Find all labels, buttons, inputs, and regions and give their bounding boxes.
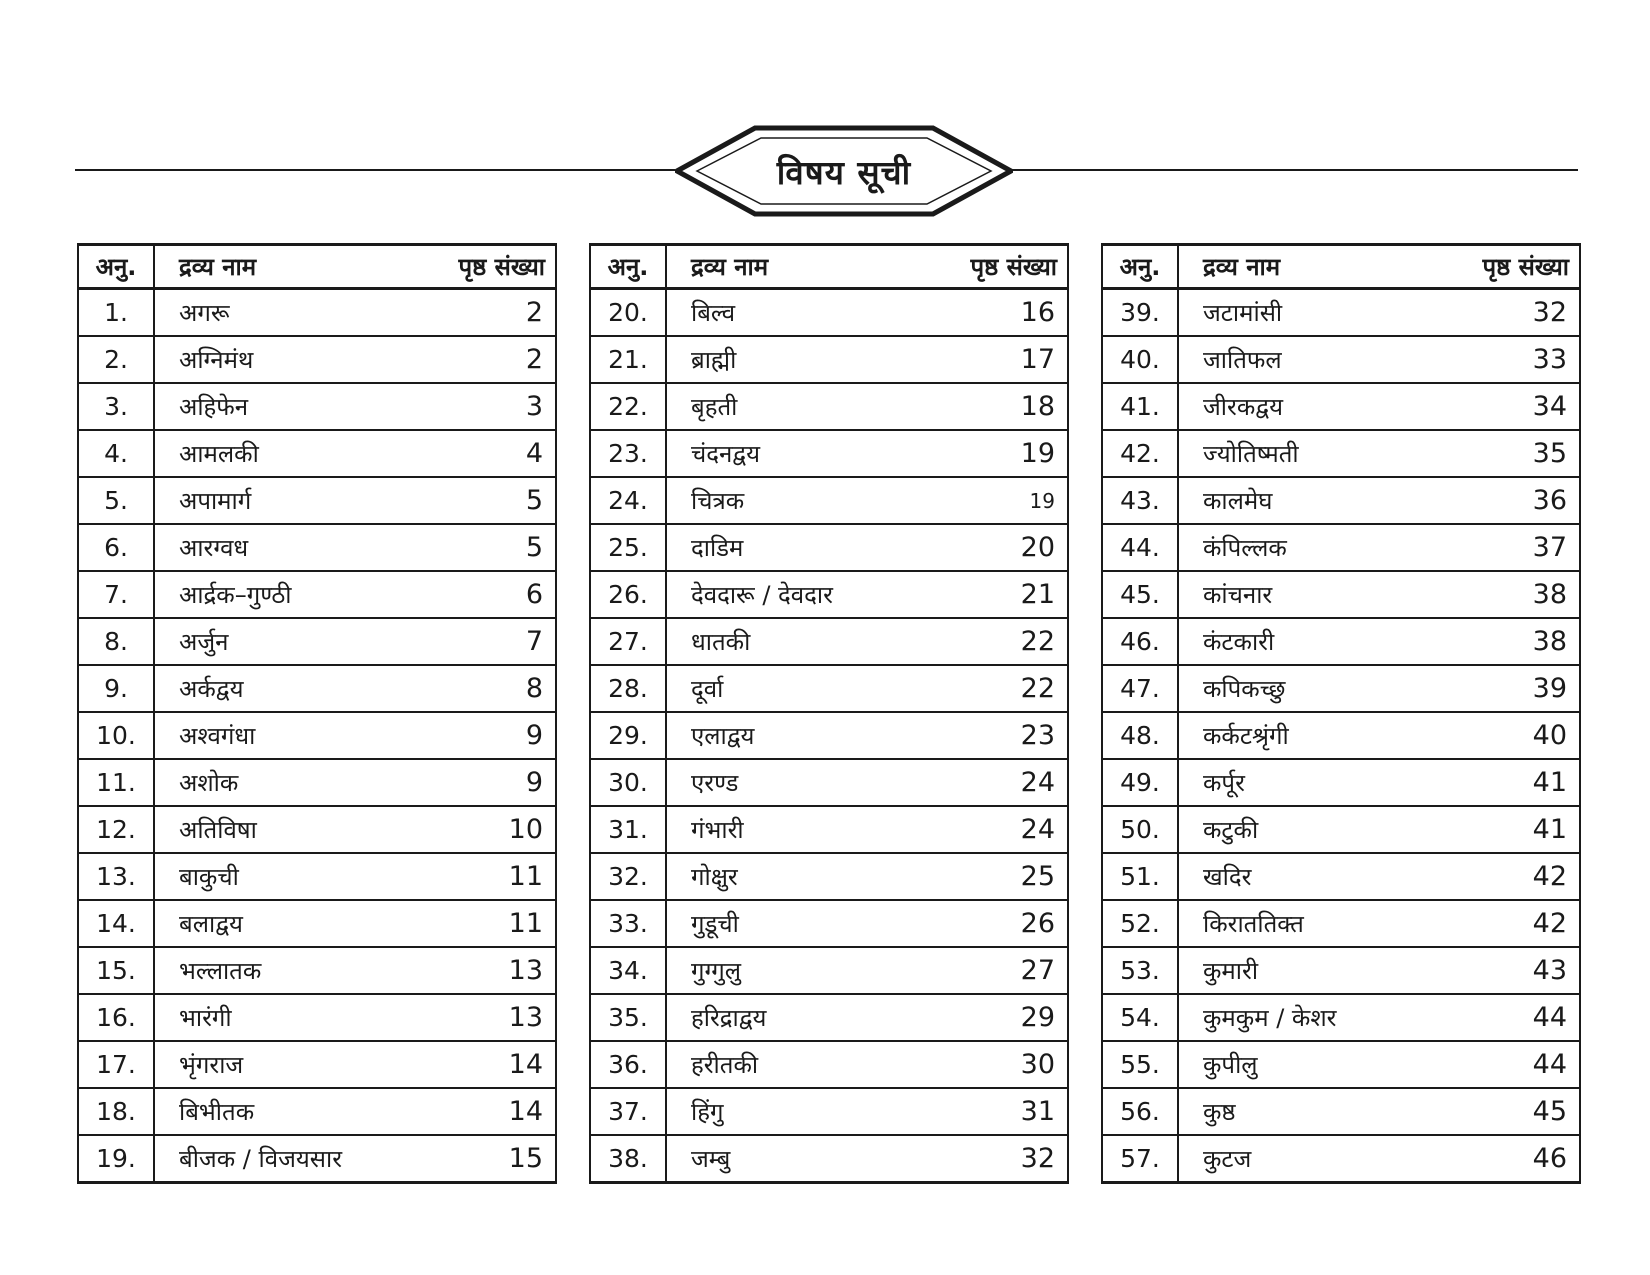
- item-name: जम्बु: [691, 1145, 731, 1173]
- table-row: [590, 665, 1068, 712]
- item-name: भृंगराज: [179, 1051, 244, 1079]
- item-name: बाकुची: [179, 863, 239, 891]
- title-rule-left: [75, 169, 675, 171]
- item-number: 39.: [1102, 289, 1178, 337]
- table-row: [78, 994, 556, 1041]
- item-name: अग्निमंथ: [179, 346, 254, 374]
- header-page: पृष्ठ संख्या: [970, 253, 1057, 281]
- item-page: 39: [1532, 673, 1567, 704]
- item-number: 4.: [78, 430, 154, 477]
- table-row: [78, 477, 556, 524]
- item-number: 10.: [78, 712, 154, 759]
- table-row: [590, 524, 1068, 571]
- title-rule-right: [1010, 169, 1578, 171]
- item-name: बलाद्वय: [179, 910, 243, 938]
- item-name: हिंगु: [691, 1098, 724, 1126]
- item-name: चंदनद्वय: [691, 440, 761, 468]
- item-number: 15.: [78, 947, 154, 994]
- table-row: [1102, 806, 1580, 853]
- item-name: एलाद्वय: [691, 722, 755, 750]
- item-page: 46: [1532, 1143, 1567, 1174]
- item-name: अतिविषा: [179, 816, 257, 844]
- item-name: कुमारी: [1203, 957, 1259, 985]
- item-name: धातकी: [691, 628, 751, 656]
- table-row: [78, 430, 556, 477]
- item-page: 40: [1532, 720, 1567, 751]
- item-page: 34: [1532, 391, 1567, 422]
- item-name: दूर्वा: [691, 675, 724, 703]
- item-page: 44: [1532, 1049, 1567, 1080]
- item-page: 3: [525, 391, 543, 422]
- page-title: विषय सूची: [776, 152, 912, 192]
- item-number: 46.: [1102, 618, 1178, 665]
- item-name: अगरू: [179, 299, 230, 327]
- item-name: कालमेघ: [1203, 487, 1273, 515]
- item-number: 50.: [1102, 806, 1178, 853]
- item-name: कांचनार: [1203, 581, 1273, 609]
- item-page: 5: [525, 485, 543, 516]
- item-name: बिल्व: [691, 299, 736, 327]
- table-row: [590, 1041, 1068, 1088]
- table-row: [78, 1088, 556, 1135]
- item-number: 16.: [78, 994, 154, 1041]
- item-page: 9: [525, 767, 543, 798]
- item-number: 30.: [590, 759, 666, 806]
- item-page: 25: [1020, 861, 1055, 892]
- item-name: अशोक: [179, 769, 239, 797]
- item-number: 32.: [590, 853, 666, 900]
- table-row: [78, 571, 556, 618]
- item-number: 23.: [590, 430, 666, 477]
- item-number: 1.: [78, 289, 154, 337]
- item-name: अर्कद्वय: [179, 675, 244, 703]
- table-row: [1102, 524, 1580, 571]
- header-no: अनु.: [1102, 245, 1178, 289]
- item-page: 26: [1020, 908, 1055, 939]
- item-page: 41: [1532, 814, 1567, 845]
- item-page: 11: [508, 908, 543, 939]
- table-row: [78, 1135, 556, 1183]
- table-header-row: [78, 245, 556, 289]
- item-name: आमलकी: [179, 440, 259, 468]
- table-row: [78, 712, 556, 759]
- item-page: 42: [1532, 861, 1567, 892]
- table-row: [590, 806, 1068, 853]
- item-name: कर्कटश्रृंगी: [1203, 722, 1289, 750]
- item-number: 45.: [1102, 571, 1178, 618]
- item-name: कुष्ठ: [1203, 1098, 1236, 1126]
- table-row: [1102, 571, 1580, 618]
- table-row: [1102, 1088, 1580, 1135]
- item-name: कंपिल्लक: [1203, 534, 1287, 562]
- item-page: 5: [525, 532, 543, 563]
- table-row: [1102, 1041, 1580, 1088]
- item-name: गोक्षुर: [691, 863, 738, 891]
- table-row: [78, 947, 556, 994]
- item-page: 45: [1532, 1096, 1567, 1127]
- item-number: 18.: [78, 1088, 154, 1135]
- item-name: कुपीलु: [1203, 1051, 1258, 1079]
- item-name: बीजक / विजयसार: [179, 1145, 343, 1173]
- item-page: 10: [508, 814, 543, 845]
- item-page: 33: [1532, 344, 1567, 375]
- table-row: [590, 759, 1068, 806]
- item-number: 53.: [1102, 947, 1178, 994]
- item-name: कंटकारी: [1203, 628, 1275, 656]
- header-name: द्रव्य नाम: [179, 253, 257, 281]
- item-page: 24: [1020, 814, 1055, 845]
- table-header-row: [1102, 245, 1580, 289]
- item-name: चित्रक: [691, 487, 745, 515]
- table-row: [1102, 289, 1580, 337]
- item-page: 41: [1532, 767, 1567, 798]
- item-number: 12.: [78, 806, 154, 853]
- table-row: [590, 430, 1068, 477]
- table-row: [1102, 947, 1580, 994]
- table-row: [78, 383, 556, 430]
- table-row: [78, 665, 556, 712]
- toc-table-1: [77, 243, 557, 1184]
- item-name: कपिकच्छु: [1203, 675, 1286, 703]
- item-number: 47.: [1102, 665, 1178, 712]
- item-number: 26.: [590, 571, 666, 618]
- table-row: [1102, 336, 1580, 383]
- table-row: [590, 853, 1068, 900]
- item-number: 43.: [1102, 477, 1178, 524]
- item-name: आर्द्रक–गुण्ठी: [179, 581, 292, 609]
- table-row: [590, 477, 1068, 524]
- item-number: 44.: [1102, 524, 1178, 571]
- table-row: [1102, 900, 1580, 947]
- item-page: 36: [1532, 485, 1567, 516]
- item-name: आरग्वध: [179, 534, 249, 562]
- item-number: 41.: [1102, 383, 1178, 430]
- table-row: [1102, 1135, 1580, 1183]
- item-name: अश्वगंधा: [179, 722, 256, 750]
- item-number: 21.: [590, 336, 666, 383]
- item-number: 2.: [78, 336, 154, 383]
- item-page: 2: [525, 344, 543, 375]
- table-row: [1102, 383, 1580, 430]
- item-page: 22: [1020, 626, 1055, 657]
- item-name: दाडिम: [691, 534, 744, 562]
- item-page: 4: [525, 438, 543, 469]
- item-number: 29.: [590, 712, 666, 759]
- item-number: 48.: [1102, 712, 1178, 759]
- table-row: [78, 336, 556, 383]
- header-page: पृष्ठ संख्या: [458, 253, 545, 281]
- item-page: 2: [525, 297, 543, 328]
- item-number: 3.: [78, 383, 154, 430]
- table-row: [590, 571, 1068, 618]
- item-name: गुग्गुलु: [691, 957, 742, 985]
- item-name: कर्पूर: [1203, 769, 1245, 797]
- table-row: [590, 289, 1068, 337]
- item-number: 27.: [590, 618, 666, 665]
- item-number: 55.: [1102, 1041, 1178, 1088]
- item-name: खदिर: [1203, 863, 1252, 891]
- item-page: 38: [1532, 626, 1567, 657]
- table-row: [78, 900, 556, 947]
- toc-table-3: [1101, 243, 1581, 1184]
- item-number: 34.: [590, 947, 666, 994]
- item-page: 27: [1020, 955, 1055, 986]
- item-page: 18: [1020, 391, 1055, 422]
- item-page: 14: [508, 1096, 543, 1127]
- item-page: 17: [1020, 344, 1055, 375]
- item-page: 21: [1020, 579, 1055, 610]
- table-row: [1102, 759, 1580, 806]
- header-no: अनु.: [590, 245, 666, 289]
- item-page: 16: [1020, 297, 1055, 328]
- table-row: [1102, 712, 1580, 759]
- table-row: [590, 383, 1068, 430]
- item-page: 11: [508, 861, 543, 892]
- item-name: बृहती: [691, 393, 738, 421]
- item-name: अहिफेन: [179, 393, 249, 421]
- table-row: [1102, 618, 1580, 665]
- item-number: 31.: [590, 806, 666, 853]
- item-number: 37.: [590, 1088, 666, 1135]
- item-name: जातिफल: [1203, 346, 1282, 374]
- table-row: [590, 712, 1068, 759]
- item-page: 6: [525, 579, 543, 610]
- item-number: 56.: [1102, 1088, 1178, 1135]
- item-page: 44: [1532, 1002, 1567, 1033]
- item-name: भल्लातक: [179, 957, 262, 985]
- item-page: 31: [1020, 1096, 1055, 1127]
- item-name: गंभारी: [691, 816, 744, 844]
- item-page: 24: [1020, 767, 1055, 798]
- item-name: कुमकुम / केशर: [1203, 1004, 1337, 1032]
- item-name: देवदारू / देवदार: [691, 581, 833, 609]
- item-number: 9.: [78, 665, 154, 712]
- table-row: [1102, 853, 1580, 900]
- header-name: द्रव्य नाम: [691, 253, 769, 281]
- item-name: जटामांसी: [1203, 299, 1283, 327]
- item-page: 23: [1020, 720, 1055, 751]
- item-name: कटुकी: [1203, 816, 1259, 844]
- table-row: [78, 289, 556, 337]
- item-number: 25.: [590, 524, 666, 571]
- table-row: [78, 853, 556, 900]
- item-number: 42.: [1102, 430, 1178, 477]
- item-name: जीरकद्वय: [1203, 393, 1283, 421]
- table-row: [78, 806, 556, 853]
- table-row: [78, 618, 556, 665]
- item-page: 13: [508, 955, 543, 986]
- item-page: 43: [1532, 955, 1567, 986]
- table-row: [78, 1041, 556, 1088]
- item-page: 32: [1020, 1143, 1055, 1174]
- item-number: 40.: [1102, 336, 1178, 383]
- item-number: 52.: [1102, 900, 1178, 947]
- table-row: [590, 994, 1068, 1041]
- item-number: 51.: [1102, 853, 1178, 900]
- item-number: 54.: [1102, 994, 1178, 1041]
- item-number: 20.: [590, 289, 666, 337]
- header-no: अनु.: [78, 245, 154, 289]
- header-page: पृष्ठ संख्या: [1482, 253, 1569, 281]
- item-number: 36.: [590, 1041, 666, 1088]
- item-number: 24.: [590, 477, 666, 524]
- table-row: [1102, 994, 1580, 1041]
- item-name: कुटज: [1203, 1145, 1252, 1173]
- item-number: 57.: [1102, 1135, 1178, 1183]
- table-row: [78, 524, 556, 571]
- item-number: 8.: [78, 618, 154, 665]
- item-name: अर्जुन: [179, 628, 229, 656]
- item-number: 17.: [78, 1041, 154, 1088]
- item-number: 7.: [78, 571, 154, 618]
- item-page: 37: [1532, 532, 1567, 563]
- item-page: 22: [1020, 673, 1055, 704]
- item-page: 7: [525, 626, 543, 657]
- item-name: भारंगी: [179, 1004, 232, 1032]
- item-page: 8: [525, 673, 543, 704]
- item-page: 35: [1532, 438, 1567, 469]
- item-page: 32: [1532, 297, 1567, 328]
- item-page: 19: [1029, 488, 1055, 513]
- table-row: [590, 900, 1068, 947]
- item-number: 49.: [1102, 759, 1178, 806]
- item-name: बिभीतक: [179, 1098, 255, 1126]
- item-number: 38.: [590, 1135, 666, 1183]
- table-row: [1102, 430, 1580, 477]
- table-row: [1102, 477, 1580, 524]
- item-number: 13.: [78, 853, 154, 900]
- item-number: 14.: [78, 900, 154, 947]
- table-row: [590, 947, 1068, 994]
- item-page: 29: [1020, 1002, 1055, 1033]
- item-page: 14: [508, 1049, 543, 1080]
- table-row: [1102, 665, 1580, 712]
- item-number: 35.: [590, 994, 666, 1041]
- item-page: 20: [1020, 532, 1055, 563]
- item-name: एरण्ड: [691, 769, 739, 797]
- title-badge: [675, 125, 1013, 217]
- item-name: ब्राह्मी: [691, 346, 737, 374]
- item-name: गुडूची: [691, 910, 739, 938]
- table-header-row: [590, 245, 1068, 289]
- item-page: 9: [525, 720, 543, 751]
- item-name: किराततिक्त: [1203, 910, 1304, 938]
- item-page: 30: [1020, 1049, 1055, 1080]
- table-row: [78, 759, 556, 806]
- item-number: 6.: [78, 524, 154, 571]
- item-page: 13: [508, 1002, 543, 1033]
- table-row: [590, 1135, 1068, 1183]
- table-row: [590, 618, 1068, 665]
- table-row: [590, 1088, 1068, 1135]
- item-page: 15: [508, 1143, 543, 1174]
- item-page: 19: [1020, 438, 1055, 469]
- toc-table-2: [589, 243, 1069, 1184]
- item-name: हरिद्राद्वय: [691, 1004, 767, 1032]
- item-number: 5.: [78, 477, 154, 524]
- item-name: ज्योतिष्मती: [1203, 440, 1299, 468]
- header-name: द्रव्य नाम: [1203, 253, 1281, 281]
- item-name: अपामार्ग: [179, 487, 252, 515]
- item-page: 38: [1532, 579, 1567, 610]
- item-number: 22.: [590, 383, 666, 430]
- item-number: 33.: [590, 900, 666, 947]
- item-number: 28.: [590, 665, 666, 712]
- item-page: 42: [1532, 908, 1567, 939]
- table-row: [590, 336, 1068, 383]
- item-number: 11.: [78, 759, 154, 806]
- item-number: 19.: [78, 1135, 154, 1183]
- title-band: [0, 125, 1650, 217]
- item-name: हरीतकी: [691, 1051, 759, 1079]
